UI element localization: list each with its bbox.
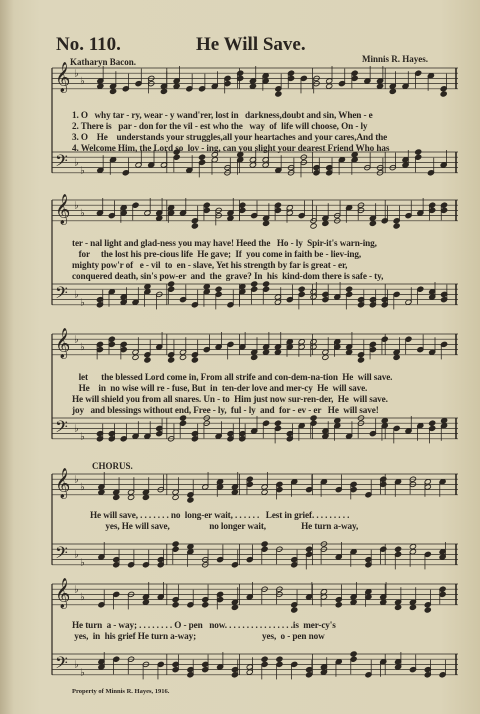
note-head bbox=[415, 149, 422, 155]
note-head bbox=[261, 656, 268, 662]
flat-icon: ♭ bbox=[74, 659, 79, 671]
music-system-4 bbox=[50, 470, 458, 580]
flat-icon: ♭ bbox=[80, 76, 85, 88]
note-head bbox=[215, 286, 222, 292]
copyright-footer: Property of Minnis R. Hayes, 1916. bbox=[72, 688, 170, 695]
note-head bbox=[393, 223, 400, 229]
flat-icon: ♭ bbox=[74, 334, 79, 346]
note-head bbox=[97, 83, 104, 89]
note-head bbox=[389, 88, 396, 94]
note-head bbox=[322, 220, 329, 226]
note-head bbox=[191, 357, 198, 363]
flat-icon: ♭ bbox=[80, 208, 85, 220]
lyric-line-verse-1: ter - nal light and glad-ness you may have! Heed the Ho - ly Spir-it's warn-ing, bbox=[72, 238, 377, 248]
note-head bbox=[380, 599, 387, 605]
note-head bbox=[275, 91, 282, 97]
lyric-line-verse-2: for the lost his pre-cious life He gave; If you come in faith be - liev-ing, bbox=[72, 249, 362, 259]
bass-clef-icon: 𝄢 bbox=[55, 652, 68, 677]
flat-icon: ♭ bbox=[80, 297, 85, 309]
note-head bbox=[261, 541, 268, 547]
note-head bbox=[357, 357, 364, 363]
note-head bbox=[109, 88, 116, 94]
note-head bbox=[231, 604, 238, 610]
flat-icon: ♭ bbox=[74, 584, 79, 596]
note-head bbox=[440, 418, 447, 424]
hymn-number: No. 110. bbox=[56, 34, 121, 55]
note-head bbox=[251, 281, 258, 287]
note-head bbox=[144, 284, 151, 290]
lyric-line-echo: yes, in his grief He turn a-way; yes, o - pen now bbox=[72, 631, 325, 641]
note-head bbox=[202, 602, 209, 608]
note-head bbox=[231, 489, 238, 495]
flat-icon: ♭ bbox=[74, 474, 79, 486]
note-head bbox=[168, 281, 175, 287]
lyric-line-verse-3: mighty pow'r of e - vil to en - slave, Yet his strength by far is great - er, bbox=[72, 260, 348, 270]
music-system-1 bbox=[50, 64, 458, 186]
note-head bbox=[274, 349, 281, 355]
note-head bbox=[335, 602, 342, 608]
lyricist-credit: Katharyn Bacon. bbox=[70, 57, 137, 67]
hymn-header bbox=[56, 34, 456, 56]
flat-icon: ♭ bbox=[74, 200, 79, 212]
note-head bbox=[395, 604, 402, 610]
note-head bbox=[142, 494, 149, 500]
note-head bbox=[173, 83, 180, 89]
note-head bbox=[187, 497, 194, 503]
music-system-5 bbox=[50, 580, 458, 690]
bass-clef-icon: 𝄢 bbox=[55, 416, 68, 441]
note-head bbox=[424, 607, 431, 613]
note-head bbox=[376, 83, 383, 89]
note-head bbox=[187, 544, 194, 550]
note-head bbox=[393, 354, 400, 360]
chorus-label: CHORUS. bbox=[92, 461, 133, 471]
note-head bbox=[179, 354, 186, 360]
note-head bbox=[132, 354, 139, 360]
lyric-line-echo: yes, He will save, no longer wait, He turn a-way, bbox=[90, 521, 359, 531]
note-head bbox=[369, 220, 376, 226]
note-head bbox=[306, 546, 313, 552]
lyric-line-verse-4: conquered death, sin's pow-er and the grave? In his kind-dom there is safe - ty, bbox=[72, 271, 384, 281]
note-head bbox=[168, 357, 175, 363]
note-head bbox=[274, 420, 281, 426]
note-head bbox=[249, 83, 256, 89]
bass-clef-icon: 𝄢 bbox=[55, 542, 68, 567]
flat-icon: ♭ bbox=[80, 431, 85, 443]
flat-icon: ♭ bbox=[80, 557, 85, 569]
note-head bbox=[144, 357, 151, 363]
note-head bbox=[203, 284, 210, 290]
note-head bbox=[98, 489, 105, 495]
note-head bbox=[298, 286, 305, 292]
note-head bbox=[262, 220, 269, 226]
flat-icon: ♭ bbox=[74, 157, 79, 169]
note-head bbox=[227, 215, 234, 221]
treble-clef-icon: 𝄞 bbox=[55, 468, 71, 499]
lyric-line-verse-2: He in no wise will re - fuse, But in ten-der love and mer-cy He will save. bbox=[72, 383, 368, 393]
composer-credit: Minnis R. Hayes. bbox=[362, 54, 429, 64]
note-head bbox=[409, 604, 416, 610]
music-system-3 bbox=[50, 330, 458, 452]
note-head bbox=[346, 286, 353, 292]
note-head bbox=[350, 651, 357, 657]
note-head bbox=[191, 223, 198, 229]
note-head bbox=[172, 541, 179, 547]
note-head bbox=[310, 415, 317, 421]
note-head bbox=[350, 599, 357, 605]
flat-icon: ♭ bbox=[74, 289, 79, 301]
flat-icon: ♭ bbox=[80, 667, 85, 679]
flat-icon: ♭ bbox=[80, 165, 85, 177]
flat-icon: ♭ bbox=[80, 342, 85, 354]
note-head bbox=[142, 599, 149, 605]
note-head bbox=[322, 354, 329, 360]
note-head bbox=[346, 349, 353, 355]
note-head bbox=[261, 489, 268, 495]
note-head bbox=[440, 91, 447, 97]
flat-icon: ♭ bbox=[74, 423, 79, 435]
lyric-line-verse-2: 2. There is par - don for the vil - est who the way of life will choose, On - ly bbox=[72, 121, 368, 131]
note-head bbox=[262, 281, 269, 287]
lyric-line-verse-4: 4. Welcome Him, the Lord so lov - ing, can you slight your dearest Friend Who has bbox=[72, 143, 390, 153]
flat-icon: ♭ bbox=[74, 68, 79, 80]
lyric-line-verse-3: 3. O He understands your struggles,all your heartaches and your cares,And the bbox=[72, 132, 388, 142]
lyric-line-lead: He will save, . . . . . . . no long-er wait, . . . . . . Lest in grief. . . . . . . . . bbox=[90, 510, 350, 520]
note-head bbox=[128, 494, 135, 500]
flat-icon: ♭ bbox=[80, 592, 85, 604]
note-head bbox=[179, 415, 186, 421]
lyric-line-verse-1: 1. O why tar - ry, wear - y wand'rer, lost in darkness,doubt and sin, When - e bbox=[72, 110, 373, 120]
note-head bbox=[198, 154, 205, 160]
lyric-line-verse-1: let the blessed Lord come in, From all strife and con-dem-na-tion He will save. bbox=[72, 372, 393, 382]
note-head bbox=[276, 656, 283, 662]
hymn-title: He Will Save. bbox=[196, 34, 306, 55]
flat-icon: ♭ bbox=[74, 549, 79, 561]
bass-clef-icon: 𝄢 bbox=[55, 150, 68, 175]
note-head bbox=[409, 544, 416, 550]
note-head bbox=[429, 420, 436, 426]
note-head bbox=[395, 546, 402, 552]
treble-clef-icon: 𝄞 bbox=[55, 328, 71, 359]
lyric-line-verse-4: joy and blessings without end, Free - ly, ful - ly and for - ev - er He will save! bbox=[72, 405, 379, 415]
bass-clef-icon: 𝄢 bbox=[55, 282, 68, 307]
note-head bbox=[291, 607, 298, 613]
note-head bbox=[113, 494, 120, 500]
note-head bbox=[156, 215, 163, 221]
flat-icon: ♭ bbox=[80, 482, 85, 494]
note-head bbox=[326, 83, 333, 89]
note-head bbox=[172, 494, 179, 500]
note-head bbox=[381, 418, 388, 424]
note-head bbox=[310, 223, 317, 229]
treble-clef-icon: 𝄞 bbox=[55, 62, 71, 93]
treble-clef-icon: 𝄞 bbox=[55, 194, 71, 225]
note-head bbox=[172, 602, 179, 608]
lyric-line-lead: He turn a - way; . . . . . . . . O - pen now. . . . . . . . . . . . . . . .is mer-cy's bbox=[72, 620, 336, 630]
note-head bbox=[334, 418, 341, 424]
lyric-line-verse-3: He will shield you from all snares. Un - to Him just now sur-ren-der, He will save. bbox=[72, 394, 388, 404]
note-head bbox=[251, 354, 258, 360]
music-system-2 bbox=[50, 196, 458, 318]
note-head bbox=[262, 349, 269, 355]
note-head bbox=[160, 88, 167, 94]
treble-clef-icon: 𝄞 bbox=[55, 578, 71, 609]
